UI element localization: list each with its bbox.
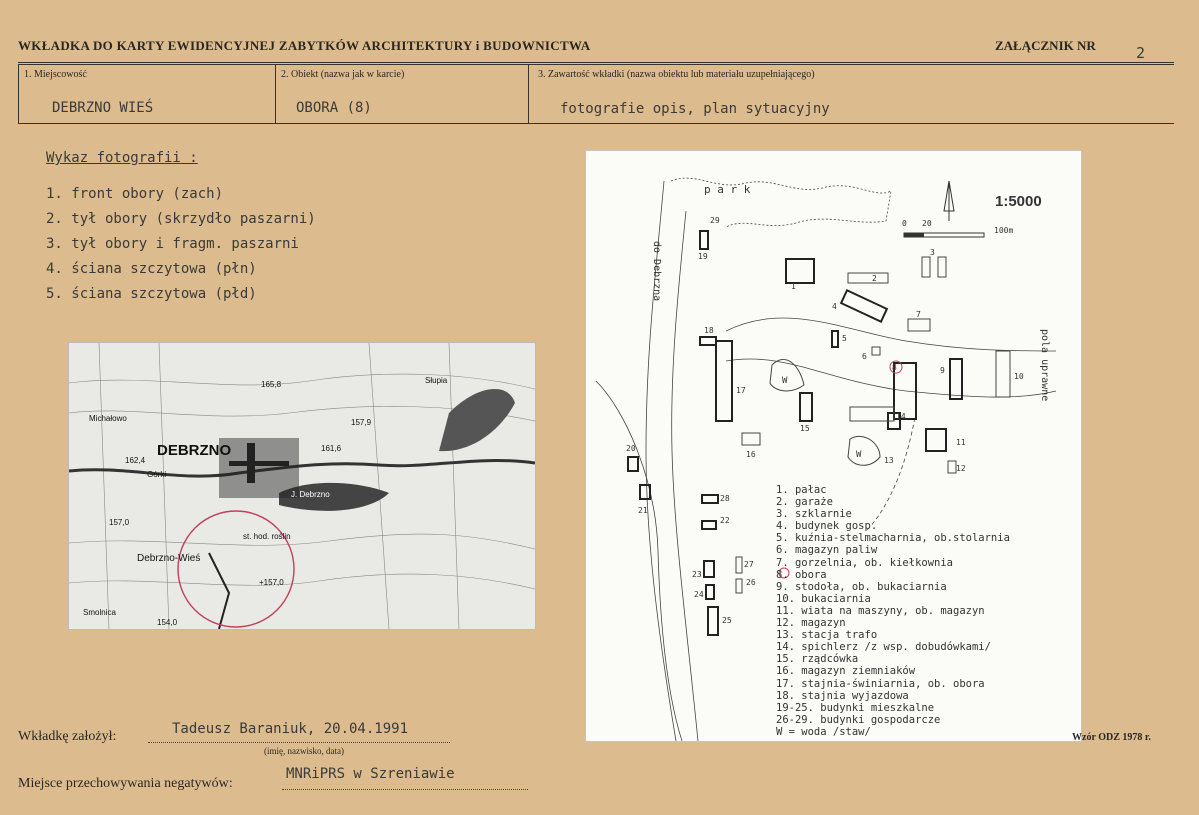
photo-item: 5. ściana szczytowa (płd) bbox=[46, 286, 257, 302]
legend-item: 7. gorzelnia, ob. kiełkownia bbox=[776, 556, 954, 569]
building-number: 3 bbox=[930, 248, 935, 257]
topographic-map bbox=[68, 342, 536, 630]
locality-value: DEBRZNO WIEŚ bbox=[52, 100, 154, 116]
building-number: 28 bbox=[720, 494, 730, 503]
map-label-village: Debrzno-Wieś bbox=[137, 553, 201, 564]
attachment-number: 2 bbox=[1136, 44, 1146, 62]
building-number: 23 bbox=[692, 570, 702, 579]
field-divider-2 bbox=[528, 64, 529, 124]
building-number: 7 bbox=[916, 310, 921, 319]
map-label-town: DEBRZNO bbox=[157, 442, 232, 459]
header-rule-2 bbox=[18, 64, 1174, 65]
legend-item: 14. spichlerz /z wsp. dobudówkami/ bbox=[776, 641, 991, 654]
building-number: 17 bbox=[736, 386, 746, 395]
topographic-map-drawing bbox=[69, 343, 535, 629]
photo-item: 1. front obory (zach) bbox=[46, 186, 224, 202]
object-label: 2. Obiekt (nazwa jak w karcie) bbox=[281, 69, 405, 80]
form-title: WKŁADKA DO KARTY EWIDENCYJNEJ ZABYTKÓW ARCHITEKTURY i BUDOWNICTWA bbox=[18, 38, 591, 53]
water-label: W bbox=[782, 376, 788, 386]
building-number: 10 bbox=[1014, 372, 1024, 381]
building-number: 20 bbox=[626, 444, 636, 453]
legend-item: 3. szklarnie bbox=[776, 508, 852, 521]
water-label: W bbox=[856, 450, 862, 460]
building-number: 26 bbox=[746, 578, 756, 587]
legend-item: 9. stodoła, ob. bukaciarnia bbox=[776, 580, 947, 593]
legend-item: 6. magazyn paliw bbox=[776, 544, 878, 557]
legend-item: 11. wiata na maszyny, ob. magazyn bbox=[776, 604, 985, 617]
building-number: 18 bbox=[704, 326, 714, 335]
photo-item: 3. tył obory i fragm. paszarni bbox=[46, 236, 299, 252]
park-label: p a r k bbox=[704, 183, 751, 196]
map-label: Michałowo bbox=[89, 414, 127, 423]
map-label: 165,8 bbox=[261, 380, 282, 389]
legend-item: 26-29. budynki gospodarcze bbox=[776, 713, 941, 726]
map-label: 162,4 bbox=[125, 456, 146, 465]
plan-legend bbox=[776, 484, 1010, 738]
storage-line bbox=[282, 789, 528, 790]
author-hint: (imię, nazwisko, data) bbox=[264, 746, 344, 756]
photo-item: 2. tył obory (skrzydło paszarni) bbox=[46, 211, 316, 227]
field-divider-1 bbox=[275, 64, 276, 124]
road-label: do Debrzna bbox=[651, 241, 662, 302]
legend-item: 1. pałac bbox=[776, 484, 827, 496]
map-label: Słupia bbox=[425, 376, 448, 385]
legend-item: 8. obora bbox=[776, 568, 827, 581]
author-line bbox=[148, 742, 450, 743]
map-label: Smolnica bbox=[83, 608, 116, 617]
building-number: 6 bbox=[862, 352, 867, 361]
field-border-left bbox=[18, 64, 19, 124]
scale-tick: 100m bbox=[994, 226, 1014, 235]
legend-item: 10. bukaciarnia bbox=[776, 592, 871, 605]
map-label: +157,0 bbox=[259, 578, 284, 587]
map-label: 161,6 bbox=[321, 444, 342, 453]
building-number: 5 bbox=[842, 334, 847, 343]
scale-tick: 0 bbox=[902, 219, 907, 228]
legend-item: 2. garaże bbox=[776, 496, 833, 509]
legend-item: 18. stajnia wyjazdowa bbox=[776, 689, 909, 702]
object-value: OBORA (8) bbox=[296, 100, 372, 116]
map-label: 157,9 bbox=[351, 418, 372, 427]
building-number: 4 bbox=[832, 302, 837, 311]
map-label: Górki bbox=[147, 470, 167, 479]
scale-tick: 20 bbox=[922, 219, 932, 228]
photo-list bbox=[46, 182, 316, 307]
building-number: 22 bbox=[720, 516, 730, 525]
storage-label: Miejsce przechowywania negatywów: bbox=[18, 776, 233, 791]
photo-item: 4. ściana szczytowa (płn) bbox=[46, 261, 257, 277]
building-number: 13 bbox=[884, 456, 894, 465]
locality-label: 1. Miejscowość bbox=[24, 69, 87, 80]
building-number: 2 bbox=[872, 274, 877, 283]
building-number: 16 bbox=[746, 450, 756, 459]
building-number: 25 bbox=[722, 616, 732, 625]
author-label: Wkładkę założył: bbox=[18, 729, 117, 744]
building-number: 29 bbox=[710, 216, 720, 225]
building-number: 14 bbox=[896, 412, 906, 421]
map-label: st. hod. roślin bbox=[243, 532, 291, 541]
building-number: 12 bbox=[956, 464, 966, 473]
legend-item: W = woda /staw/ bbox=[776, 725, 871, 738]
legend-item: 13. stacja trafo bbox=[776, 629, 878, 642]
legend-item: 19-25. budynki mieszkalne bbox=[776, 701, 935, 714]
map-label: 154,0 bbox=[157, 618, 178, 627]
legend-item: 5. kuźnia-stelmacharnia, ob.stolarnia bbox=[776, 532, 1010, 545]
contents-label: 3. Zawartość wkładki (nazwa obiektu lub materiału uzupełniającego) bbox=[538, 69, 815, 80]
legend-item: 16. magazyn ziemniaków bbox=[776, 665, 916, 678]
field-label: pola uprawne bbox=[1039, 329, 1050, 402]
map-label: 157,0 bbox=[109, 518, 130, 527]
building-number: 8 bbox=[892, 363, 897, 372]
building-number: 15 bbox=[800, 424, 810, 433]
building-number: 24 bbox=[694, 590, 704, 599]
storage-value: MNRiPRS w Szreniawie bbox=[286, 766, 455, 782]
contents-value: fotografie opis, plan sytuacyjny bbox=[560, 101, 830, 117]
plan-scale: 1:5000 bbox=[995, 193, 1042, 210]
attachment-label: ZAŁĄCZNIK NR bbox=[995, 38, 1096, 53]
building-number: 9 bbox=[940, 366, 945, 375]
legend-item: 15. rządcówka bbox=[776, 653, 859, 666]
building-number: 1 bbox=[791, 282, 796, 291]
header-rule bbox=[18, 62, 1174, 63]
legend-item: 4. budynek gosp. bbox=[776, 520, 878, 533]
field-bottom-rule bbox=[18, 123, 1174, 124]
template-code: Wzór ODZ 1978 r. bbox=[1072, 732, 1151, 743]
building-number: 19 bbox=[698, 252, 708, 261]
photo-list-heading: Wykaz fotografii : bbox=[46, 150, 198, 166]
legend-item: 17. stajnia-świniarnia, ob. obora bbox=[776, 677, 985, 690]
building-number: 11 bbox=[956, 438, 966, 447]
author-value: Tadeusz Baraniuk, 20.04.1991 bbox=[172, 721, 409, 737]
building-number: 21 bbox=[638, 506, 648, 515]
legend-item: 12. magazyn bbox=[776, 617, 846, 630]
building-number: 27 bbox=[744, 560, 754, 569]
map-label: J. Debrzno bbox=[291, 490, 330, 499]
